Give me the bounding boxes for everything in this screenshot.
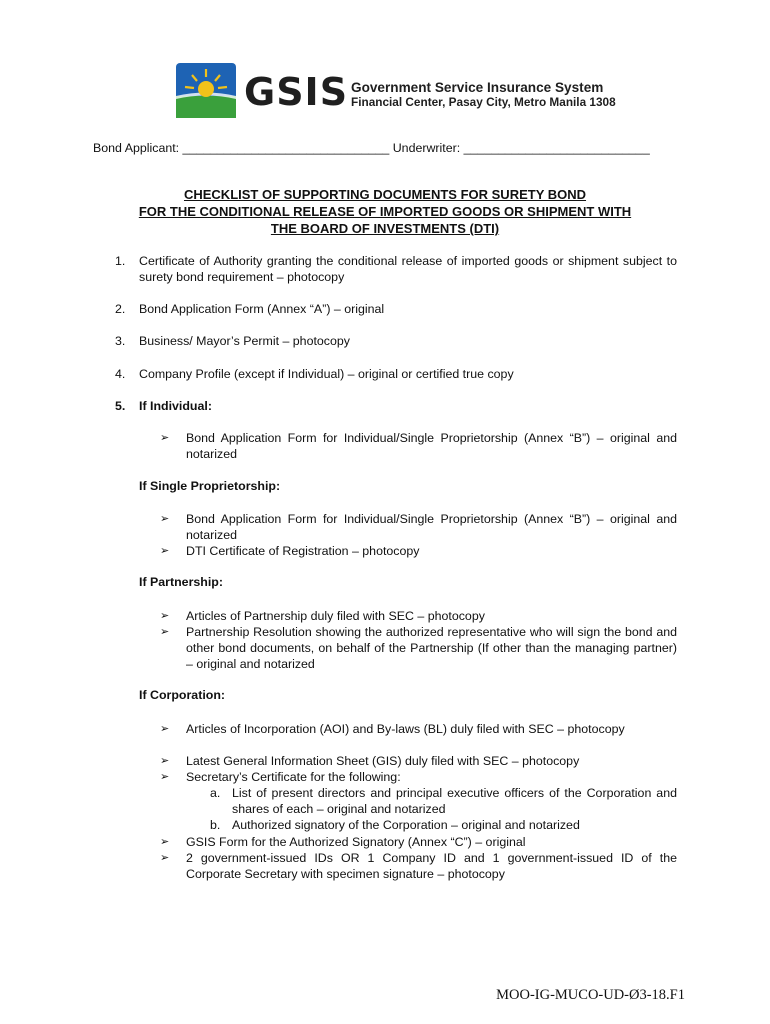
- bullet-text: 2 government-issued IDs OR 1 Company ID and 1 government-issued ID of the Corporate Secretary with specimen signature – photocopy: [186, 851, 677, 882]
- arrow-bullet-icon: ➢: [160, 836, 170, 848]
- item-number: 5.: [115, 399, 126, 413]
- organization-address: Financial Center, Pasay City, Metro Manila 1308: [351, 95, 616, 109]
- item-letter: b.: [210, 818, 221, 832]
- document-title-line2: FOR THE CONDITIONAL RELEASE OF IMPORTED GOODS OR SHIPMENT WITH: [138, 204, 632, 219]
- bullet-item: [160, 624, 677, 673]
- applicant-underwriter-line: Bond Applicant: ______________________________ Underwriter: ___________________________: [93, 141, 650, 155]
- arrow-bullet-icon: ➢: [160, 626, 170, 638]
- arrow-bullet-icon: ➢: [160, 432, 170, 444]
- item-number: 3.: [115, 334, 126, 348]
- arrow-bullet-icon: ➢: [160, 723, 170, 735]
- list-item: [115, 333, 677, 349]
- item-number: 1.: [115, 254, 126, 268]
- section-heading-single-proprietorship: If Single Proprietorship:: [139, 479, 281, 493]
- bullet-item: [160, 511, 677, 543]
- bullet-item: [160, 850, 677, 882]
- arrow-bullet-icon: ➢: [160, 755, 170, 767]
- bullet-text: Articles of Partnership duly filed with SEC – photocopy: [186, 609, 485, 623]
- bullet-text: Bond Application Form for Individual/Single Proprietorship (Annex “B”) – original and notarized: [186, 512, 677, 543]
- arrow-bullet-icon: ➢: [160, 610, 170, 622]
- section-heading-corporation: If Corporation:: [139, 688, 226, 702]
- gsis-logo-icon: [176, 63, 236, 118]
- arrow-bullet-icon: ➢: [160, 545, 170, 557]
- item-text: Certificate of Authority granting the conditional release of imported goods or shipment subject to surety bond requirement – photocopy: [139, 254, 677, 285]
- arrow-bullet-icon: ➢: [160, 513, 170, 525]
- item-number: 4.: [115, 367, 126, 381]
- section-heading-partnership: If Partnership:: [139, 575, 223, 589]
- document-title-line3: THE BOARD OF INVESTMENTS (DTI): [270, 221, 500, 236]
- bullet-item: [160, 834, 677, 850]
- gsis-logo-wordmark: GSIS: [244, 70, 349, 114]
- bullet-text: Secretary’s Certificate for the following:: [186, 770, 401, 784]
- list-item: [115, 366, 677, 382]
- item-text: Bond Application Form (Annex “A”) – original: [139, 302, 385, 316]
- item-text: Company Profile (except if Individual) – original or certified true copy: [139, 367, 514, 381]
- lettered-text: List of present directors and principal executive officers of the Corporation and shares of each – original and notarized: [232, 786, 677, 817]
- bullet-text: DTI Certificate of Registration – photocopy: [186, 544, 420, 558]
- bullet-item: [160, 753, 677, 769]
- arrow-bullet-icon: ➢: [160, 852, 170, 864]
- list-item: [115, 301, 677, 317]
- item-text: Business/ Mayor’s Permit – photocopy: [139, 334, 350, 348]
- lettered-item: [210, 817, 677, 833]
- arrow-bullet-icon: ➢: [160, 771, 170, 783]
- bullet-text: GSIS Form for the Authorized Signatory (Annex “C”) – original: [186, 835, 526, 849]
- bullet-item: [160, 608, 677, 624]
- bullet-text: Articles of Incorporation (AOI) and By-laws (BL) duly filed with SEC – photocopy: [186, 722, 625, 736]
- item-number: 2.: [115, 302, 126, 316]
- item-text: If Individual:: [139, 399, 212, 413]
- bullet-item: [160, 721, 677, 737]
- bullet-text: Partnership Resolution showing the authorized representative who will sign the bond and other bond documents, on behalf of the Partnership (If other than the managing partner) – original and notarized: [186, 625, 677, 672]
- lettered-item: [210, 785, 677, 817]
- organization-name: Government Service Insurance System: [351, 80, 604, 95]
- lettered-text: Authorized signatory of the Corporation – original and notarized: [232, 818, 580, 832]
- bullet-item: [160, 543, 677, 559]
- form-code: MOO-IG-MUCO-UD-Ø3-18.F1: [496, 987, 685, 1003]
- bullet-text: Bond Application Form for Individual/Single Proprietorship (Annex “B”) – original and notarized: [186, 431, 677, 462]
- list-item: [115, 253, 677, 285]
- list-item: [115, 398, 677, 414]
- bullet-item: [160, 430, 677, 462]
- document-title-line1: CHECKLIST OF SUPPORTING DOCUMENTS FOR SURETY BOND: [183, 187, 587, 202]
- item-letter: a.: [210, 786, 221, 800]
- bullet-item: [160, 769, 677, 785]
- bullet-text: Latest General Information Sheet (GIS) duly filed with SEC – photocopy: [186, 754, 580, 768]
